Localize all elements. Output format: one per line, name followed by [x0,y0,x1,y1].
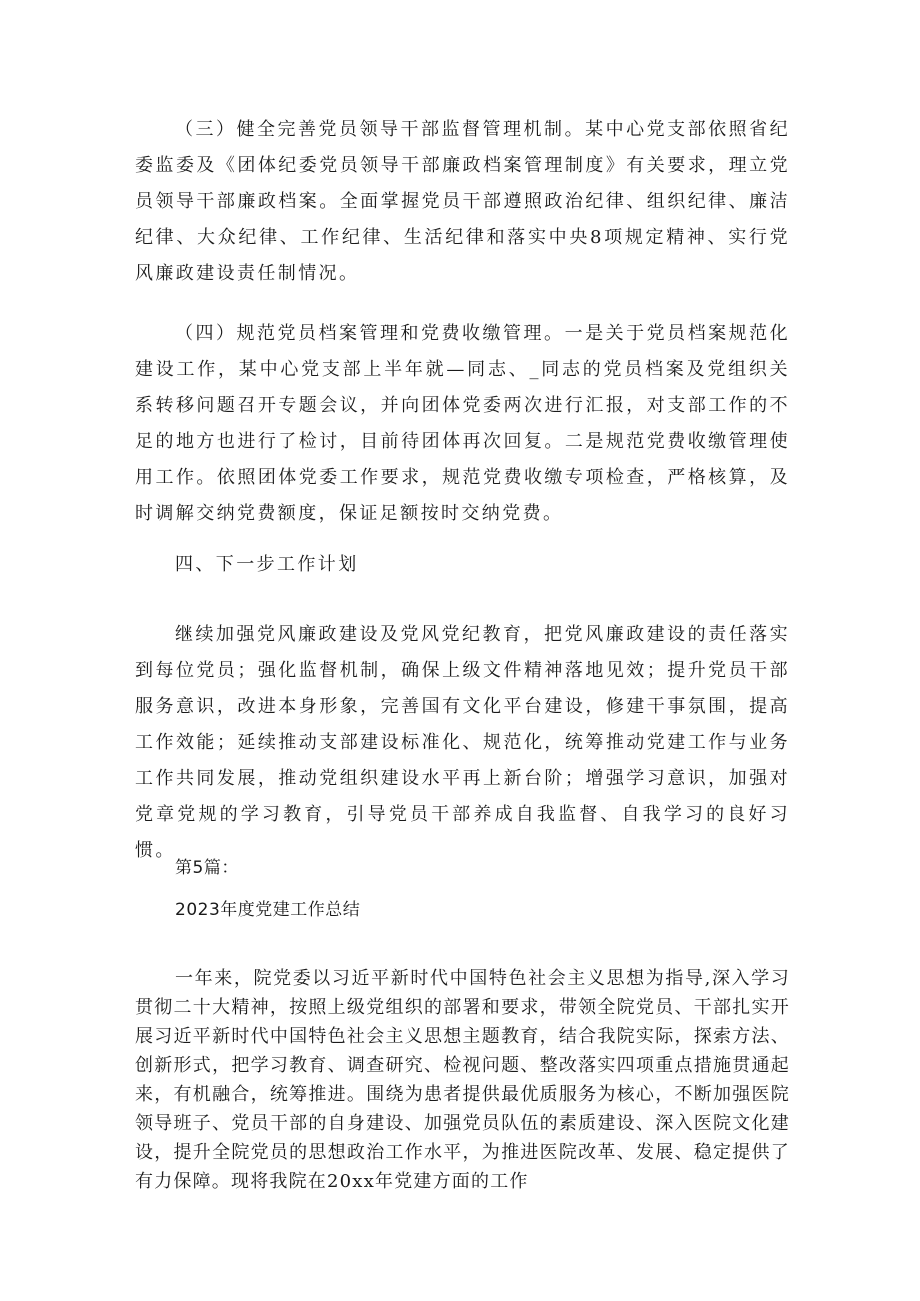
article-label: 第5篇： [175,858,239,878]
article-title: 2023年度党建工作总结 [175,900,361,920]
paragraph-plan: 继续加强党风廉政建设及党风党纪教育，把党风廉政建设的责任落实到每位党员；强化监督机制，确保上级文件精神落地见效；提升党员干部服务意识，改进本身形象，完善国有文化平台建设，修建干事氛围，提高工作效能；延续推动支部建设标准化、规范化，统筹推动党建工作与业务工作共同发展，推动党组织建设水平再上新台阶；增强学习意识，加强对党章党规的学习教育，引导党员干部养成自我监督、自我学习的良好习惯。 [135,624,790,861]
paragraph-intro: 一年来，院党委以习近平新时代中国特色社会主义思想为指导,深入学习贯彻二十大精神，按照上级党组织的部署和要求，带领全院党员、干部扎实开展习近平新时代中国特色社会主义思想主题教育，结合我院实际，探索方法、创新形式，把学习教育、调查研究、检视问题、整改落实四项重点措施贯通起来，有机融合，统筹推进。围绕为患者提供最优质服务为核心，不断加强医院领导班子、党员干部的自身建设、加强党员队伍的素质建设、深入医院文化建设，提升全院党员的思想政治工作水平，为推进医院改革、发展、稳定提供了有力保障。现将我院在20xx年党建方面的工作 [135,968,790,1192]
paragraph-archives: （四）规范党员档案管理和党费收缴管理。一是关于党员档案规范化建设工作，某中心党支部上半年就—同志、_同志的党员档案及党组织关系转移问题召开专题会议，并向团体党委两次进行汇报，对支部工作的不足的地方也进行了检讨，目前待团体再次回复。二是规范党费收缴管理使用工作。依照团体党委工作要求，规范党费收缴专项检查，严格核算，及时调解交纳党费额度，保证足额按时交纳党费。 [135,323,790,524]
paragraph-supervision: （三）健全完善党员领导干部监督管理机制。某中心党支部依照省纪委监委及《团体纪委党员领导干部廉政档案管理制度》有关要求，理立党员领导干部廉政档案。全面掌握党员干部遵照政治纪律、组织纪律、廉洁纪律、大众纪律、工作纪律、生活纪律和落实中央8项规定精神、实行党风廉政建设责任制情况。 [135,119,790,284]
section-heading: 四、下一步工作计划 [175,554,359,575]
